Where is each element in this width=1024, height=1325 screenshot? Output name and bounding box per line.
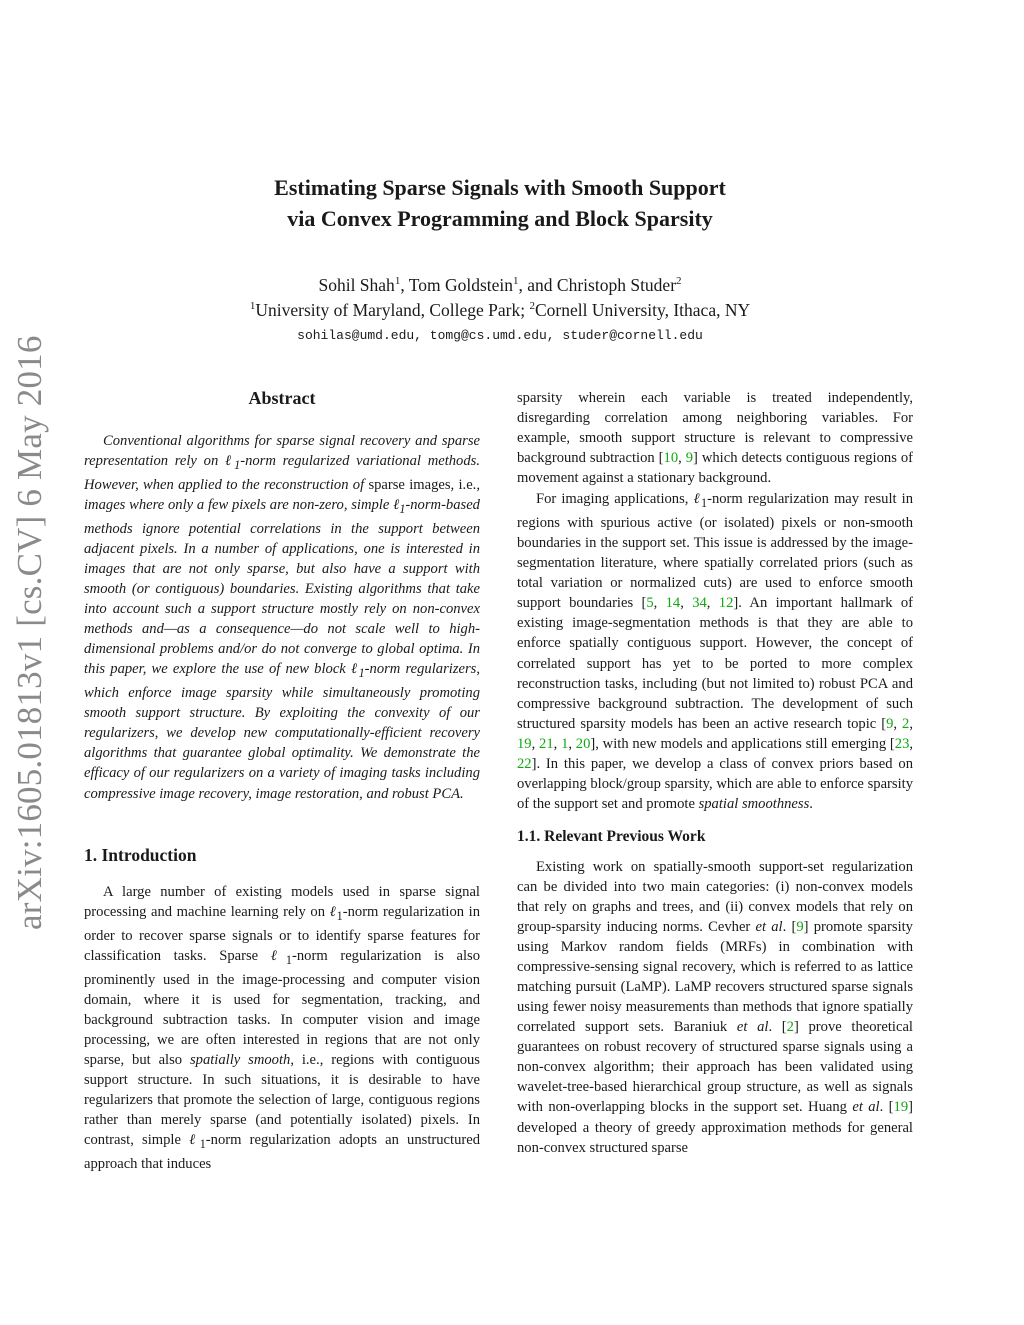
body-text-run: -norm regularization in order to recover sparse signals or to identify sparse features for classification tasks. Sparse xyxy=(84,903,480,964)
abstract-text-run: , xyxy=(450,477,459,493)
body-text-run: ]. In this paper, we develop a class of convex priors based on overlapping block/group sparsity, which are able to enforce sparsity of the support set and promote xyxy=(517,755,913,812)
citation-link[interactable]: 1 xyxy=(561,735,569,752)
citation-link[interactable]: 10 xyxy=(663,450,679,467)
title-block xyxy=(0,172,1000,345)
body-text-run: sparsity wherein each variable is treated independently, disregarding correlation among neighboring variables. For example, smooth support structure is relevant to compressive background subtraction [ xyxy=(517,390,913,467)
ell-symbol: ℓ xyxy=(329,903,337,920)
imaging-applications-paragraph xyxy=(517,489,913,814)
abstract-text-run: sparse images xyxy=(368,477,451,493)
body-text-run: -norm regularization adopts an unstructured approach that induces xyxy=(84,1131,480,1172)
ell-symbol: ℓ xyxy=(189,1131,200,1148)
subscript: 1 xyxy=(701,496,708,511)
citation-link[interactable]: 9 xyxy=(685,450,694,467)
citation-link[interactable]: 14 xyxy=(665,595,681,612)
emphasis: spatially smooth xyxy=(189,1051,291,1068)
subscript: 1 xyxy=(399,501,406,516)
paper-title xyxy=(0,172,1000,234)
body-text-run: , xyxy=(909,735,914,752)
ell-symbol: ℓ xyxy=(270,947,286,964)
introduction-heading: 1. Introduction xyxy=(84,844,197,865)
continued-paragraph xyxy=(517,388,913,488)
body-text-run: ]. An important hallmark of existing image-segmentation methods is that they are able to enforce spatially contiguous support. However, the concept of correlated support has yet to be ported to more complex reconstruction tasks, including (but not limited to) robust PCA and compressive background subtraction. The development of such structured sparsity models has been an active research topic [ xyxy=(517,595,914,732)
author-name: Tom Goldstein xyxy=(408,275,514,295)
citation-link[interactable]: 9 xyxy=(886,715,894,732)
body-text-run: A large number of existing models used in sparse signal processing and machine learning rely on xyxy=(84,883,480,920)
subscript: 1 xyxy=(358,666,365,681)
citation-link[interactable]: 21 xyxy=(539,735,554,752)
affiliation-marker: 1 xyxy=(394,275,401,287)
body-text-run: , xyxy=(706,595,719,612)
affiliation-marker: 2 xyxy=(676,275,682,287)
affiliation-text: Cornell University, Ithaca, NY xyxy=(534,300,751,320)
body-text-run: , xyxy=(553,735,562,752)
body-text-run: . [ xyxy=(782,919,797,936)
author-list xyxy=(0,273,1000,298)
body-text-run: , xyxy=(909,715,913,732)
body-text-run: ] promote sparsity using Markov random fields (MRFs) in combination with compressive-sensing signal recovery, which is referred to as lattice matching pursuit (LaMP). LaMP recovers structured sparse signals using fewer noisy measurements than methods that ignore spatially correlated support sets. Baraniuk xyxy=(517,919,913,1036)
subscript: 1 xyxy=(285,952,292,967)
ell-symbol: ℓ xyxy=(350,661,359,678)
arxiv-identifier: arXiv:1605.01813v1 [cs.CV] 6 May 2016 xyxy=(10,335,49,930)
abstract-text-run: Conventional algorithms for sparse signal recovery and sparse representation rely on xyxy=(84,433,480,470)
abstract-text-run: i.e. xyxy=(458,477,477,493)
body-text-run: ], with new models and applications still emerging [ xyxy=(590,735,895,752)
citation-link[interactable]: 9 xyxy=(796,919,804,936)
emphasis: et al xyxy=(852,1099,880,1116)
author-emails: sohilas@umd.edu, tomg@cs.umd.edu, studer@cornell.edu xyxy=(297,328,703,343)
body-text-run: For imaging applications, xyxy=(536,491,694,508)
body-text-run: , xyxy=(680,595,693,612)
title-line-2: via Convex Programming and Block Sparsity xyxy=(287,206,713,231)
subscript: 1 xyxy=(234,457,241,472)
ell-symbol: ℓ xyxy=(693,491,702,508)
introduction-paragraph xyxy=(84,882,480,1174)
body-text-run: , xyxy=(568,735,576,752)
right-column xyxy=(517,388,913,1158)
citation-link[interactable]: 19 xyxy=(517,735,532,752)
title-line-1: Estimating Sparse Signals with Smooth Support xyxy=(274,175,726,200)
abstract-heading: Abstract xyxy=(248,388,316,408)
body-text-run: , xyxy=(893,715,903,732)
citation-link[interactable]: 12 xyxy=(718,595,734,612)
abstract-text-run: , images where only a few pixels are non-zero, simple xyxy=(84,477,480,514)
body-text-run: , i.e., regions with contiguous support structure. In such situations, it is desirable to have regularizers that promote the selection of large, contiguous regions rather than merely sparse (and potentially isolated) pixels. In contrast, simple xyxy=(84,1051,480,1148)
body-text-run: . [ xyxy=(879,1099,894,1116)
subscript: 1 xyxy=(199,1136,206,1151)
author-name: Christoph Studer xyxy=(556,275,677,295)
emphasis: et al xyxy=(755,919,783,936)
ell-symbol: ℓ xyxy=(393,497,400,514)
previous-work-paragraph xyxy=(517,857,913,1158)
affiliation-text: University of Maryland, College Park; xyxy=(255,300,530,320)
author-separator: , xyxy=(400,275,409,295)
abstract-text-run: -norm regularizers, which enforce image sparsity while simultaneously promoting smooth support structure. By exploiting the convexity of our regularizers, we develop new computationally-efficient recovery algorithms that guarantee global optimality. We demonstrate the efficacy of our regularizers on a variety of imaging tasks including compressive image recovery, image restoration, and robust PCA. xyxy=(84,661,480,802)
body-text-run: Existing work on spatially-smooth support-set regularization can be divided into two main categories: (i) non-convex models that rely on graphs and trees, and (ii) convex models that rely on group-sparsity inducing norms. Cevher xyxy=(517,858,913,936)
body-text-run: ] which detects contiguous regions of movement against a stationary background. xyxy=(517,450,913,487)
citation-link[interactable]: 20 xyxy=(575,735,591,752)
abstract-text-run: -norm regularized variational methods. However, when applied to the reconstruction of xyxy=(84,453,480,493)
left-column xyxy=(84,385,480,1174)
body-text-run: . [ xyxy=(768,1019,787,1036)
citation-link[interactable]: 5 xyxy=(646,595,654,612)
body-text-run: -norm regularization may result in regions with spurious active (or isolated) pixels or non-smooth boundaries in the support set. This issue is addressed by the image-segmentation literature, where spatially correlated priors (such as total variation or normalized cuts) are used to enforce smooth support boundaries [ xyxy=(517,491,913,612)
abstract-text-run: -norm-based methods ignore potential correlations in the support between adjacent pixels. In a number of applications, one is interested in images that are not only sparse, but also have a support with smooth (or contiguous) boundaries. Existing algorithms that take into account such a support structure mostly rely on non-convex methods and—as a consequence—do not scale well to high-dimensional problems and/or do not converge to global optima. In this paper, we explore the use of new block xyxy=(84,497,480,678)
citation-link[interactable]: 19 xyxy=(893,1099,909,1116)
subscript: 1 xyxy=(336,908,343,923)
affiliation-marker: 2 xyxy=(529,300,535,312)
citation-link[interactable]: 2 xyxy=(902,715,910,732)
relevant-previous-work-heading: 1.1. Relevant Previous Work xyxy=(517,827,706,845)
body-text-run: -norm regularization is also prominently used in the image-processing and computer vision domain, where it is used for segmentation, tracking, and background subtraction tasks. In computer vision and image processing, we are often interested in regions that are not only sparse, but also xyxy=(84,947,480,1068)
body-text-run: , xyxy=(653,595,666,612)
affiliation-marker: 1 xyxy=(249,300,256,312)
ell-symbol: ℓ xyxy=(224,453,235,470)
author-separator: , and xyxy=(518,275,557,295)
emphasis: spatial smoothness xyxy=(698,795,810,812)
body-text-run: , xyxy=(531,735,540,752)
body-text-run: ] developed a theory of greedy approximation methods for general non-convex structured sparse xyxy=(517,1099,913,1156)
citation-link[interactable]: 22 xyxy=(517,755,532,772)
citation-link[interactable]: 2 xyxy=(786,1019,794,1036)
body-text-run: ] prove theoretical guarantees on robust recovery of structured sparse signals using a non-convex algorithm; their approach has been validated using wavelet-tree-based hierarchical group structure, as well as signals with non-overlapping blocks in the support set. Huang xyxy=(517,1019,913,1116)
body-text-run: , xyxy=(678,450,686,467)
abstract-body xyxy=(84,431,480,804)
author-name: Sohil Shah xyxy=(318,275,395,295)
citation-link[interactable]: 23 xyxy=(894,735,910,752)
emphasis: et al xyxy=(736,1019,769,1036)
body-text-run: . xyxy=(809,795,813,812)
affiliation-marker: 1 xyxy=(513,275,519,287)
citation-link[interactable]: 34 xyxy=(692,595,707,612)
affiliations xyxy=(0,298,1000,323)
